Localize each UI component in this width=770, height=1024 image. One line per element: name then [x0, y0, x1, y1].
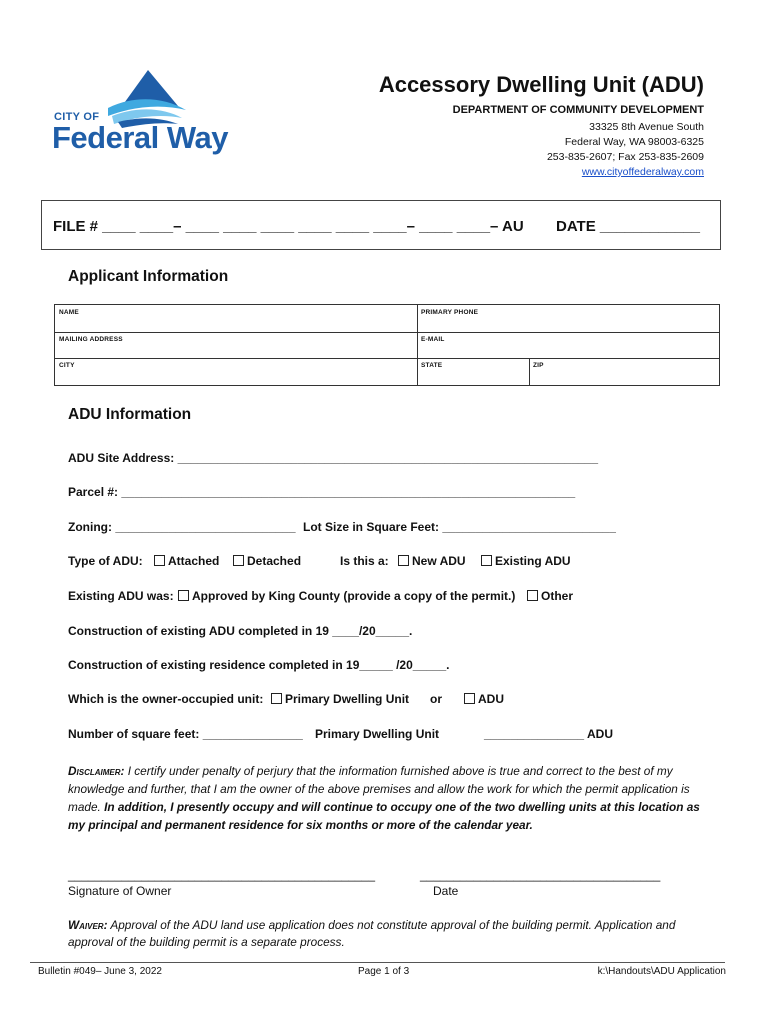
attached-checkbox[interactable] [154, 555, 165, 566]
waiver-text: Approval of the ADU land use application does not constitute approval of the building permit. Application and approval of the building permit is a separate process. [68, 918, 676, 949]
attached-option[interactable]: Attached [154, 554, 219, 568]
other-option[interactable]: Other [527, 589, 573, 603]
adu-section-title: ADU Information [68, 406, 192, 423]
signature-date-line[interactable]: ____________________________________ [420, 868, 661, 882]
primary-dwelling-checkbox[interactable] [271, 693, 282, 704]
owner-signature-label: Signature of Owner [68, 884, 172, 898]
applicant-table [54, 304, 720, 386]
name-field[interactable]: NAME [59, 309, 79, 316]
email-field[interactable]: E-MAIL [421, 336, 445, 343]
approved-king-county-option[interactable]: Approved by King County (provide a copy of the permit.) [178, 589, 515, 603]
disclaimer-label: Disclaimer: [68, 764, 125, 778]
parcel-field[interactable]: Parcel #: ____________________________________________________________________ [68, 485, 576, 499]
footer-page-number: Page 1 of 3 [358, 966, 410, 977]
waiver-label: Waiver: [68, 918, 108, 932]
city-field[interactable]: CITY [59, 362, 75, 369]
file-number-field[interactable]: FILE # ____ ____– ____ ____ ____ ____ ____ ____– ____ ____– AU [53, 218, 524, 235]
page-title: Accessory Dwelling Unit (ADU) [378, 72, 704, 97]
adu-checkbox[interactable] [464, 693, 475, 704]
mailing-address-field[interactable]: MAILING ADDRESS [59, 336, 123, 343]
adu-type-label: Type of ADU: [68, 554, 143, 568]
existing-was-label: Existing ADU was: [68, 589, 174, 603]
existing-adu-option[interactable]: Existing ADU [481, 554, 571, 568]
adu-option[interactable]: ADU [464, 692, 504, 706]
file-date-field[interactable]: DATE ____________ [556, 218, 700, 235]
logo-city-text: CITY OF [54, 111, 100, 123]
footer-bulletin: Bulletin #049– June 3, 2022 [38, 966, 162, 977]
sqft-field[interactable]: Number of square feet: _______________ [68, 727, 303, 741]
detached-checkbox[interactable] [233, 555, 244, 566]
website-link[interactable]: www.cityoffederalway.com [581, 166, 704, 178]
department-address [547, 120, 704, 180]
approved-king-county-checkbox[interactable] [178, 590, 189, 601]
applicant-section-title: Applicant Information [68, 268, 229, 285]
new-adu-checkbox[interactable] [398, 555, 409, 566]
sqft-primary-label: Primary Dwelling Unit [315, 727, 440, 741]
disclaimer-bold-text: In addition, I presently occupy and will continue to occupy one of the two dwelling units at this location as my principal and permanent residence for six months or more of the calendar year. [68, 800, 700, 832]
primary-dwelling-option[interactable]: Primary Dwelling Unit [271, 692, 409, 706]
waiver [68, 917, 708, 951]
phone-line: 253-835-2607; Fax 253-835-2609 [546, 151, 704, 163]
footer-file-path: k:\Handouts\ADU Application [597, 966, 726, 977]
existing-adu-checkbox[interactable] [481, 555, 492, 566]
detached-option[interactable]: Detached [233, 554, 301, 568]
adu-site-address-field[interactable]: ADU Site Address: _______________________________________________________________ [68, 451, 599, 465]
zip-field[interactable]: ZIP [533, 362, 544, 369]
address-line-1: 33325 8th Avenue South [589, 121, 704, 133]
owner-occupied-label: Which is the owner-occupied unit: [68, 692, 264, 706]
primary-phone-field[interactable]: PRIMARY PHONE [421, 309, 479, 316]
lot-size-field[interactable]: Lot Size in Square Feet: __________________________ [303, 520, 616, 534]
owner-signature-line[interactable]: ______________________________________________ [68, 868, 375, 882]
other-checkbox[interactable] [527, 590, 538, 601]
department-name: DEPARTMENT OF COMMUNITY DEVELOPMENT [452, 104, 704, 116]
construction-residence-field[interactable]: Construction of existing residence completed in 19_____ /20_____. [68, 658, 450, 672]
disclaimer-text: I certify under penalty of perjury that the information furnished above is true and correct to the best of my knowledge and further, that I am the owner of the above premises and allow the work for which the permit application is made. [68, 764, 690, 814]
footer-divider [30, 962, 725, 963]
signature-date-label: Date [433, 884, 459, 898]
logo-city-name: Federal Way [52, 120, 228, 155]
sqft-adu-field[interactable]: _______________ ADU [484, 727, 613, 741]
state-field[interactable]: STATE [421, 362, 443, 369]
address-line-2: Federal Way, WA 98003-6325 [564, 136, 704, 148]
or-text: or [430, 692, 442, 706]
disclaimer [68, 762, 708, 834]
is-this-label: Is this a: [340, 554, 389, 568]
construction-adu-field[interactable]: Construction of existing ADU completed in 19 ____/20_____. [68, 624, 413, 638]
zoning-field[interactable]: Zoning: ___________________________ [68, 520, 296, 534]
new-adu-option[interactable]: New ADU [398, 554, 466, 568]
